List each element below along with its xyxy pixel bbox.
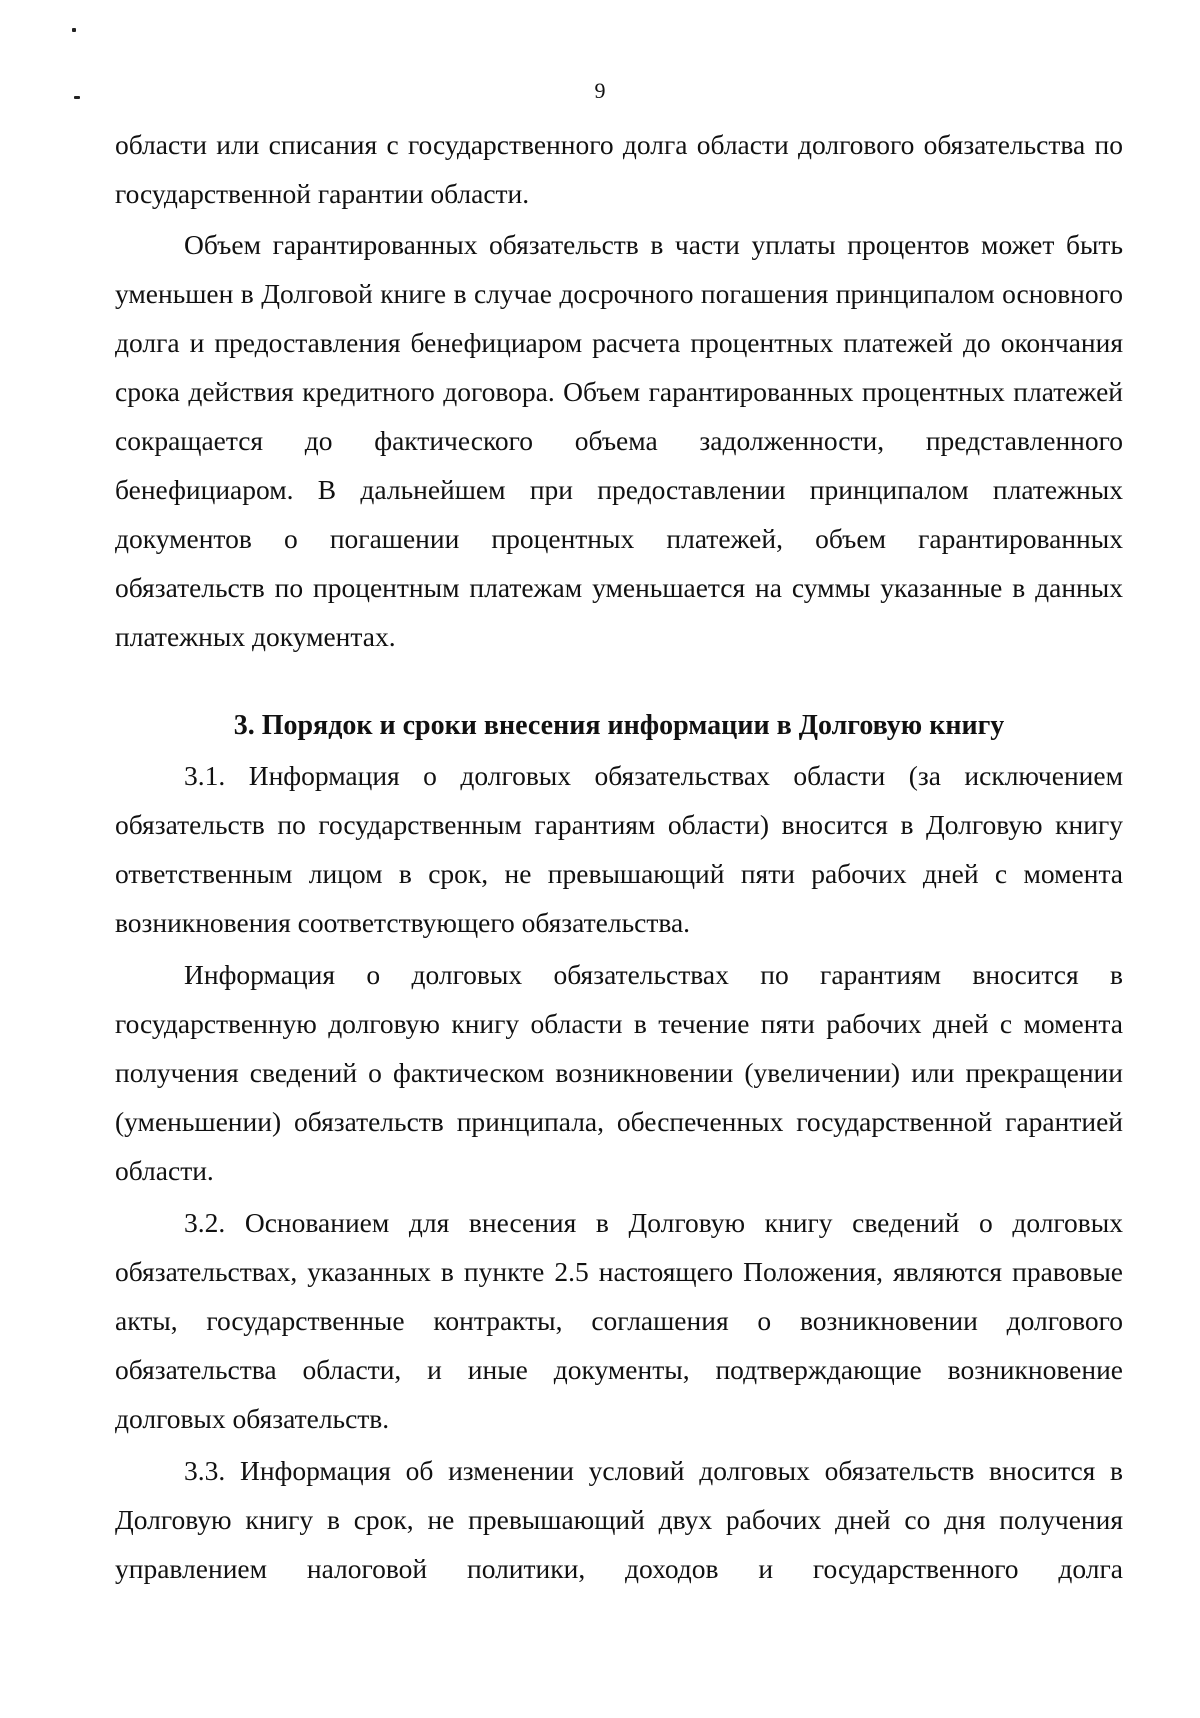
paragraph-continuation: области или списания с государственного долга области долгового обязательства по государственной гарантии области.	[115, 129, 1123, 209]
section-heading: 3. Порядок и сроки внесения информации в Долговую книгу	[233, 710, 1005, 741]
paragraph-3-3: 3.3. Информация об изменении условий долговых обязательств вносится в Долговую книгу в срок, не превышающий двух рабочих дней со дня получения управлением налоговой политики, доходов и государственного долга	[115, 1455, 1123, 1584]
paragraph-3-1: 3.1. Информация о долговых обязательствах области (за исключением обязательств по государственным гарантиям области) вносится в Долговую книгу ответственным лицом в срок, не превышающий пяти рабочих дней с момента возникновения соответствующего обязательства.	[115, 760, 1123, 938]
document-body	[115, 120, 1123, 1593]
paragraph-3-1-guarantees: Информация о долговых обязательствах по гарантиям вносится в государственную долговую книгу области в течение пяти рабочих дней с момента получения сведений о фактическом возникновении (увеличении) или прекращении (уменьшении) обязательств принципала, обеспеченных государственной гарантией области.	[115, 959, 1123, 1186]
scan-speck	[72, 28, 76, 32]
paragraph-3-2: 3.2. Основанием для внесения в Долговую книгу сведений о долговых обязательствах, указанных в пункте 2.5 настоящего Положения, являются правовые акты, государственные контракты, соглашения о возникновении долгового обязательства области, и иные документы, подтверждающие возникновение долговых обязательств.	[115, 1207, 1123, 1434]
page-number: 9	[594, 78, 606, 103]
paragraph-guarantee-volume: Объем гарантированных обязательств в части уплаты процентов может быть уменьшен в Долговой книге в случае досрочного погашения принципалом основного долга и предоставления бенефициаром расчета процентных платежей до окончания срока действия кредитного договора. Объем гарантированных процентных платежей сокращается до фактического объема задолженности, представленного бенефициаром. В дальнейшем при предоставлении принципалом платежных документов о погашении процентных платежей, объем гарантированных обязательств по процентным платежам уменьшается на суммы указанные в данных платежных документах.	[115, 229, 1123, 652]
